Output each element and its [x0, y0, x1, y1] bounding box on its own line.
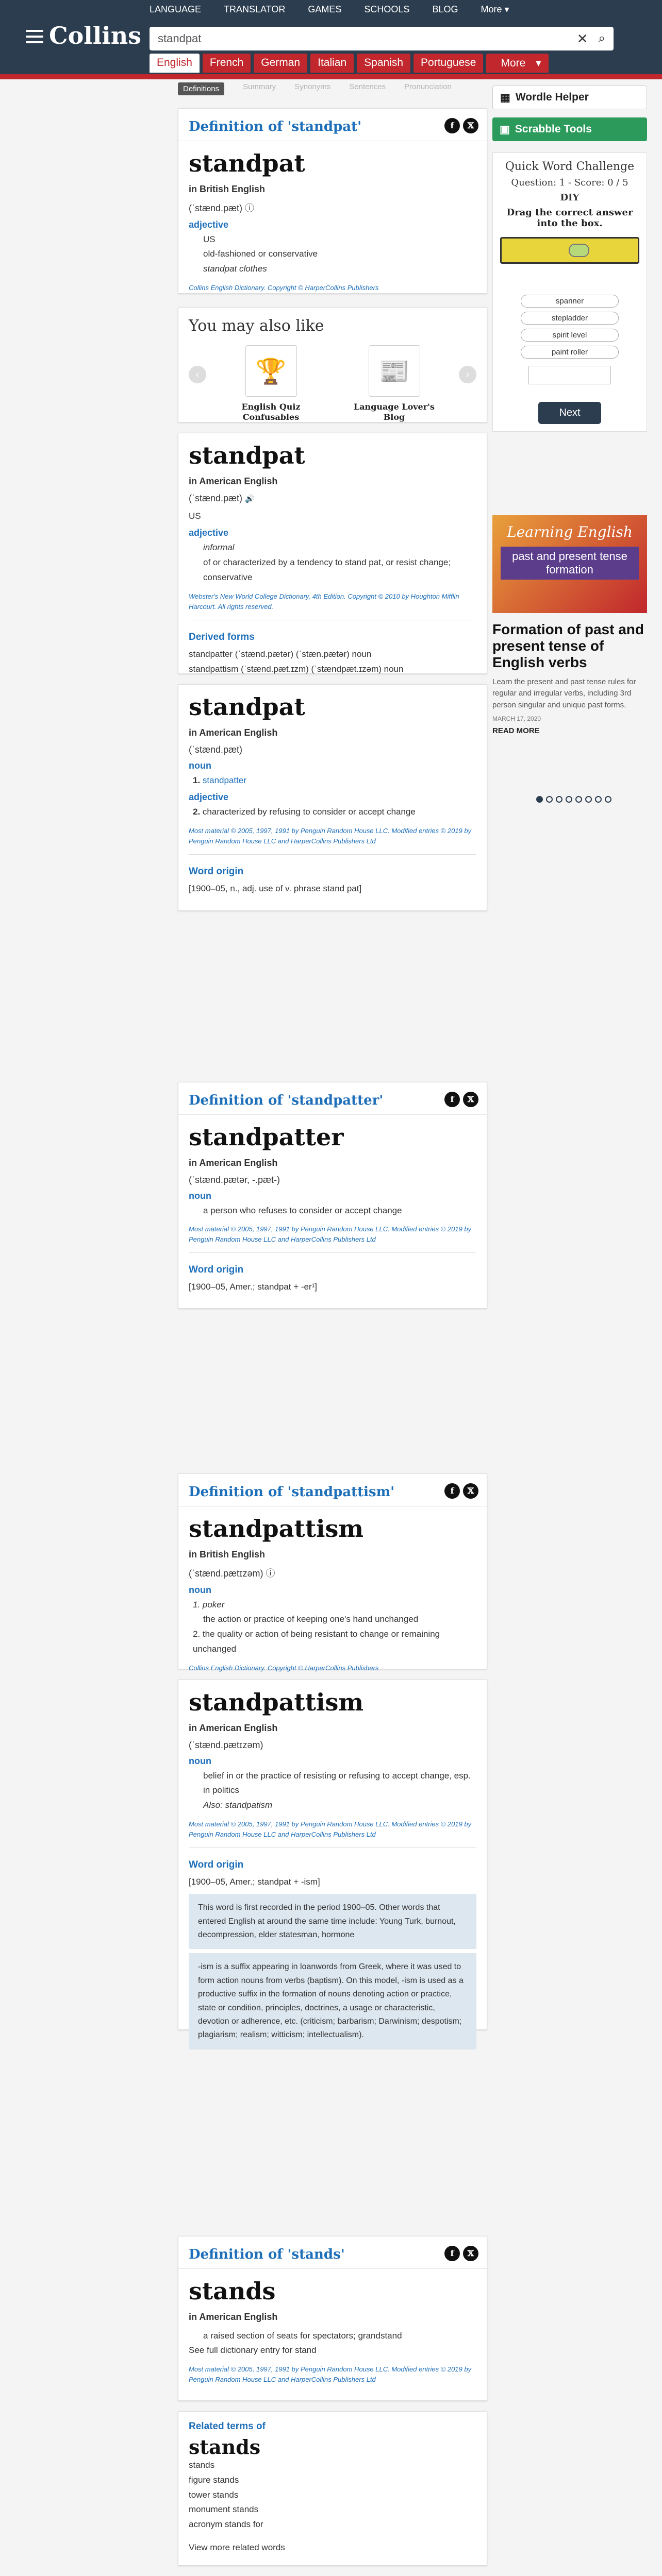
challenge-game: DIY: [560, 192, 580, 203]
answer-drop-box[interactable]: [528, 366, 611, 384]
tab-german[interactable]: German: [254, 54, 307, 73]
variety-label: in British English: [189, 183, 266, 194]
nav-blog[interactable]: BLOG: [432, 4, 458, 14]
carousel-dot[interactable]: [536, 796, 543, 803]
definition-heading: [178, 1082, 487, 1115]
nav-more-label: More: [481, 4, 502, 14]
carousel-dot[interactable]: [605, 796, 611, 803]
variant-form: Also: standpatism: [203, 1800, 273, 1810]
word-origin: [1900–05, Amer.; standpat + -ism]: [189, 1877, 320, 1887]
headword: standpat: [189, 149, 305, 177]
word-origin: [1900–05, n., adj. use of v. phrase stand pat]: [189, 884, 362, 894]
tab-italian[interactable]: Italian: [310, 54, 354, 73]
related-heading: Related terms of: [189, 2421, 266, 2432]
copyright: Webster's New World College Dictionary, 4th Edition. Copyright © 2010 by Houghton Mifflin Harcourt. All rights reserved.: [189, 592, 459, 611]
wordle-helper-button[interactable]: [492, 86, 647, 109]
sense: the action or practice of keeping one's hand unchanged: [203, 1614, 419, 1624]
derived-form: standpattism (ˈstænd.pæt.ɪzm) (ˈstændpæt.ɪzəm) noun: [189, 664, 404, 674]
pronunciation: (ˈstænd.pæt): [189, 744, 243, 755]
read-more-link[interactable]: READ MORE: [492, 726, 540, 736]
tab-sentences[interactable]: Sentences: [349, 82, 386, 91]
challenge-instructions: Drag the correct answer into the box.: [506, 207, 633, 229]
share-icons: [444, 1483, 478, 1499]
example: standpat clothes: [203, 264, 267, 274]
facebook-icon[interactable]: f: [444, 2246, 460, 2261]
x-icon[interactable]: 𝕏: [463, 1483, 478, 1499]
definition-card-standpat-american-2: [178, 684, 487, 911]
pronunciation: [189, 493, 476, 504]
tab-french[interactable]: French: [203, 54, 251, 73]
definition-card-standpatter: [178, 1082, 487, 1309]
sense: 2. characterized by refusing to consider or accept change: [193, 807, 416, 817]
tab-english[interactable]: English: [150, 54, 200, 73]
related-item[interactable]: stands: [189, 2460, 215, 2470]
variety-label: in American English: [189, 476, 278, 486]
top-nav: [150, 4, 509, 15]
sense-text: characterized by refusing to consider or accept change: [202, 807, 416, 817]
article-date: MARCH 17, 2020: [492, 715, 541, 723]
sense: belief in or the practice of resisting or refusing to accept change, esp. in politics: [203, 1770, 471, 1795]
share-icons: [444, 118, 478, 133]
definition-heading-text: Definition of 'standpatter': [189, 1093, 384, 1108]
copyright: Collins English Dictionary. Copyright © HarperCollins Publishers: [189, 284, 379, 292]
tab-more[interactable]: More ▾: [486, 54, 548, 73]
info-icon[interactable]: ⓘ: [245, 202, 255, 213]
word-origin: [1900–05, Amer.; standpat + -er¹]: [189, 1282, 318, 1292]
wordle-label: Wordle Helper: [515, 91, 589, 103]
option-stepladder[interactable]: stepladder: [521, 312, 619, 325]
facebook-icon[interactable]: f: [444, 118, 460, 133]
usage-label: US: [203, 234, 216, 244]
quick-word-challenge: [492, 152, 647, 432]
sense: 2. the quality or action of being resistant to change or remaining unchanged: [193, 1629, 440, 1654]
also-like-item[interactable]: [230, 345, 312, 422]
part-of-speech: adjective: [189, 528, 229, 538]
copyright: Most material © 2005, 1997, 1991 by Penguin Random House LLC. Modified entries © 2019 by Penguin Random House LLC and HarperCollins Publishers Ltd: [189, 1225, 472, 1243]
collins-logo[interactable]: Collins: [49, 22, 142, 49]
word-origin-heading: Word origin: [189, 866, 244, 877]
tab-definitions[interactable]: Definitions: [178, 82, 224, 95]
share-icons: [444, 2246, 478, 2261]
definition-heading: [178, 109, 487, 141]
pronunciation: [189, 201, 476, 214]
related-item[interactable]: tower stands: [189, 2489, 239, 2500]
option-spirit-level[interactable]: spirit level: [521, 329, 619, 342]
definition-card-stands: [178, 2236, 487, 2401]
scrabble-label: Scrabble Tools: [515, 123, 592, 135]
carousel-dot[interactable]: [566, 796, 572, 803]
variety-label: in American English: [189, 2311, 278, 2322]
headword: standpat: [189, 693, 305, 721]
tab-summary[interactable]: Summary: [243, 82, 276, 91]
definition-heading: [178, 1474, 487, 1506]
next-button[interactable]: Next: [538, 402, 601, 424]
usage-label: informal: [203, 543, 235, 553]
definition-heading-text: Definition of 'standpat': [189, 119, 362, 134]
you-may-also-like: [178, 307, 487, 422]
also-like-item[interactable]: [353, 345, 436, 422]
headword: standpatter: [189, 1123, 344, 1151]
headword: standpattism: [189, 1688, 364, 1716]
sense: a person who refuses to consider or accept change: [203, 1205, 402, 1215]
quiz-icon: 🏆: [245, 345, 297, 397]
info-icon[interactable]: ⓘ: [266, 1568, 275, 1579]
see-also[interactable]: See full dictionary entry for stand: [189, 2345, 317, 2355]
option-spanner[interactable]: spanner: [521, 295, 619, 308]
copyright: Most material © 2005, 1997, 1991 by Penguin Random House LLC. Modified entries © 2019 by Penguin Random House LLC and HarperCollins Publishers Ltd: [189, 1820, 472, 1838]
option-paint-roller[interactable]: paint roller: [521, 346, 619, 359]
search-value: standpat: [158, 32, 202, 45]
wordle-icon: ▦: [500, 91, 510, 104]
speaker-icon[interactable]: 🔊: [245, 494, 255, 503]
facebook-icon[interactable]: f: [444, 1092, 460, 1107]
tab-spanish[interactable]: Spanish: [357, 54, 410, 73]
pronunciation-text: (ˈstænd.pæt): [189, 493, 243, 503]
definition-card-standpattism: [178, 1473, 487, 1672]
language-bar: [0, 72, 662, 79]
sense: 1. standpatter: [193, 775, 246, 785]
headword: standpattism: [189, 1515, 364, 1543]
related-item[interactable]: figure stands: [189, 2475, 239, 2485]
section-tabs: [178, 82, 452, 95]
word-origin-heading: Word origin: [189, 1859, 244, 1871]
copyright: Collins English Dictionary. Copyright © HarperCollins Publishers: [189, 1664, 379, 1672]
search-icon[interactable]: ⌕: [598, 31, 605, 45]
chevron-left-icon[interactable]: ‹: [189, 366, 206, 383]
definition-heading: [178, 2236, 487, 2269]
learning-english-promo[interactable]: [492, 515, 647, 613]
carousel-dot[interactable]: [546, 796, 553, 803]
answer-options: [500, 295, 639, 359]
blog-icon: 📰: [369, 345, 420, 397]
part-of-speech: noun: [189, 760, 211, 771]
sense: old-fashioned or conservative: [203, 249, 318, 259]
variety-label: in British English: [189, 1549, 266, 1560]
related-item[interactable]: acronym stands for: [189, 2519, 263, 2530]
sense: a raised section of seats for spectators; grandstand: [203, 2330, 402, 2341]
definition-card-standpat: [178, 108, 487, 294]
part-of-speech: noun: [189, 1584, 211, 1595]
tab-more-label: More: [493, 54, 533, 72]
challenge-title: Quick Word Challenge: [505, 160, 635, 173]
nav-language[interactable]: LANGUAGE: [150, 4, 202, 14]
cross-reference-link[interactable]: standpatter: [202, 775, 246, 785]
origin-note: -ism is a suffix appearing in loanwords from Greek, where it was used to form action nouns from verbs (baptism). On this model, -ism is used as a productive suffix in the formation of nouns denoting action or practice, state or condition, principles, doctrines, a usage or characteristic, devotion or adherence, etc. (criticism; barbarism; Darwinism; despotism; plagiarism; realism; witticism; intellectualism).: [189, 1953, 476, 2049]
carousel-dot[interactable]: [585, 796, 592, 803]
promo-subtitle: past and present tense formation: [501, 547, 639, 580]
x-icon[interactable]: 𝕏: [463, 2246, 478, 2261]
scrabble-tools-button[interactable]: [492, 117, 647, 141]
search-input[interactable]: [150, 27, 614, 50]
derived-forms-heading: Derived forms: [189, 632, 255, 643]
pronunciation: (ˈstænd.pætɪzəm): [189, 1739, 263, 1750]
nav-more[interactable]: More ▾: [481, 4, 509, 14]
pronunciation-text: (ˈstænd.pætɪzəm): [189, 1568, 263, 1579]
tab-pronunciation[interactable]: Pronunciation: [404, 82, 452, 91]
carousel-dot[interactable]: [595, 796, 602, 803]
sense-label: 1. poker: [193, 1599, 225, 1609]
nav-games[interactable]: GAMES: [308, 4, 342, 14]
tab-synonyms[interactable]: Synonyms: [294, 82, 331, 91]
variety-label: in American English: [189, 727, 278, 738]
menu-icon[interactable]: [26, 30, 43, 43]
definition-heading-text: Definition of 'stands': [189, 2247, 345, 2262]
pronunciation: [189, 1566, 476, 1580]
usage-label: US: [189, 511, 201, 521]
word-origin-heading: Word origin: [189, 1264, 244, 1276]
blog-article: [492, 616, 647, 735]
part-of-speech: adjective: [189, 792, 229, 803]
derived-form: standpatter (ˈstænd.pætər) (ˈstæn.pætər) noun: [189, 649, 372, 659]
promo-title: Learning English: [507, 523, 633, 540]
spirit-level-image: [500, 237, 639, 264]
variety-label: in American English: [189, 1157, 278, 1168]
x-icon[interactable]: 𝕏: [463, 118, 478, 133]
definition-card-standpat-american: [178, 433, 487, 674]
view-more-link[interactable]: View more related words: [189, 2543, 285, 2553]
share-icons: [444, 1092, 478, 1107]
origin-note: This word is first recorded in the period 1900–05. Other words that entered English at around the same time include: Young Turk, burnout, decompression, elder statesman, hormone: [189, 1894, 476, 1949]
related-word: stands: [189, 2435, 261, 2459]
part-of-speech: noun: [189, 1755, 211, 1766]
scrabble-icon: ▣: [500, 123, 510, 135]
x-icon[interactable]: 𝕏: [463, 1092, 478, 1107]
also-like-item-label: Language Lover's Blog: [353, 402, 435, 422]
related-terms: [178, 2411, 487, 2566]
carousel-dots: [536, 796, 611, 803]
copyright: Most material © 2005, 1997, 1991 by Penguin Random House LLC. Modified entries © 2019 by Penguin Random House LLC and HarperCollins Publishers Ltd: [189, 827, 472, 845]
part-of-speech: adjective: [189, 219, 229, 230]
headword: stands: [189, 2277, 276, 2305]
pronunciation: (ˈstænd.pætər, -.pæt-): [189, 1174, 280, 1185]
tab-portuguese[interactable]: Portuguese: [413, 54, 483, 73]
carousel-dot[interactable]: [556, 796, 562, 803]
pronunciation-text: (ˈstænd.pæt): [189, 202, 243, 213]
facebook-icon[interactable]: f: [444, 1483, 460, 1499]
related-item[interactable]: monument stands: [189, 2504, 259, 2515]
headword: standpat: [189, 442, 305, 469]
also-like-heading: You may also like: [189, 317, 324, 335]
also-like-carousel: [189, 345, 476, 422]
sense: of or characterized by a tendency to stand pat, or resist change; conservative: [203, 557, 451, 583]
definition-card-standpattism-american: [178, 1680, 487, 2040]
nav-schools[interactable]: SCHOOLS: [364, 4, 410, 14]
challenge-score: Question: 1 - Score: 0 / 5: [511, 177, 628, 188]
article-title[interactable]: Formation of past and present tense of English verbs: [492, 621, 644, 671]
nav-translator[interactable]: TRANSLATOR: [224, 4, 286, 14]
variety-label: in American English: [189, 1722, 278, 1733]
chevron-right-icon[interactable]: ›: [459, 366, 476, 383]
definition-heading-text: Definition of 'standpattism': [189, 1484, 395, 1500]
part-of-speech: noun: [189, 1190, 211, 1201]
copyright: Most material © 2005, 1997, 1991 by Penguin Random House LLC. Modified entries © 2019 by Penguin Random House LLC and HarperCollins Publishers Ltd: [189, 2365, 472, 2383]
also-like-item-label: English Quiz Confusables: [241, 402, 301, 422]
carousel-dot[interactable]: [575, 796, 582, 803]
language-tabs: [150, 54, 549, 73]
article-body: Learn the present and past tense rules for regular and irregular verbs, including 3rd person singular and unique past forms.: [492, 677, 636, 709]
clear-icon[interactable]: ✕: [576, 30, 588, 46]
